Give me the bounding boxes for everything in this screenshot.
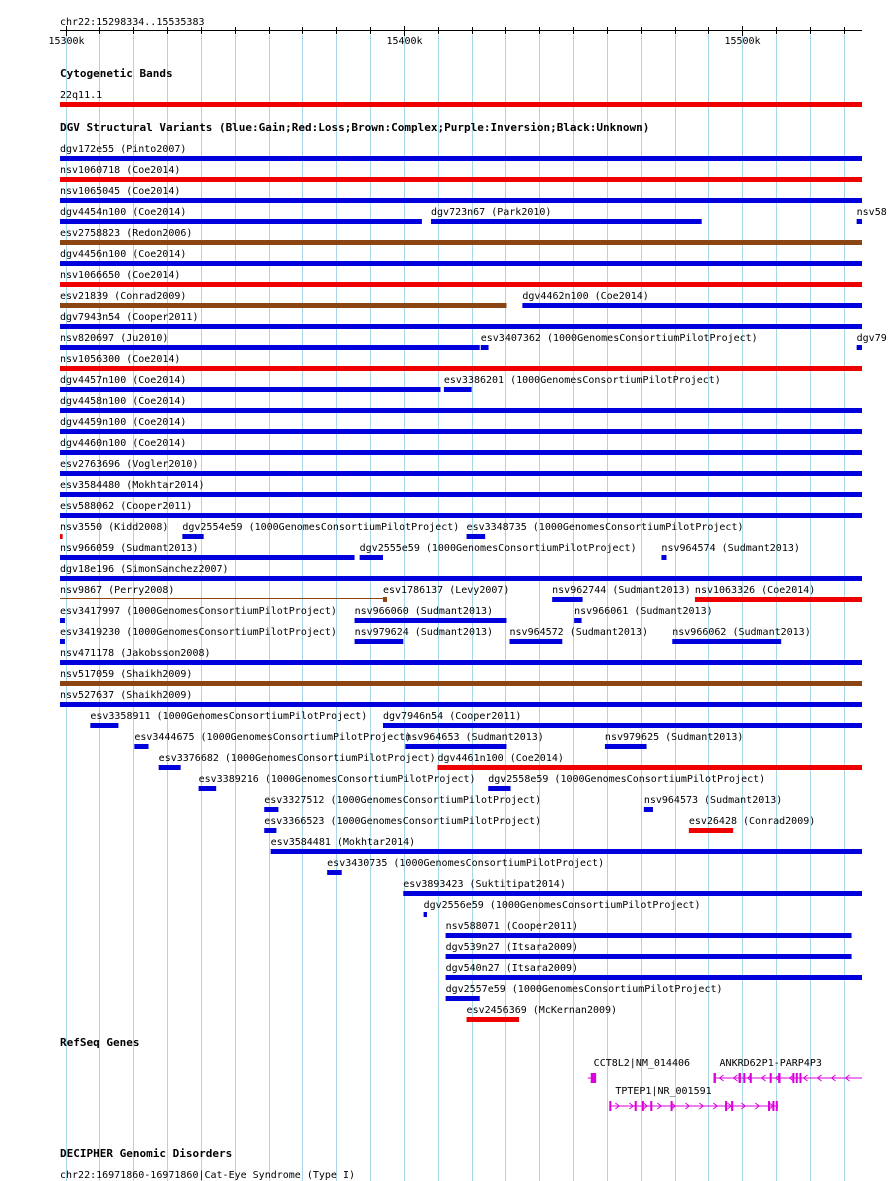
- feature-label: nsv58: [856, 207, 887, 218]
- gene-label: CCT8L2|NM_014406: [593, 1058, 691, 1069]
- gene-exon[interactable]: [671, 1101, 673, 1111]
- feature-label: dgv4454n100 (Coe2014): [60, 207, 187, 218]
- feature-label: nsv1066650 (Coe2014): [60, 270, 181, 281]
- feature-label: nsv964572 (Sudmant2013): [509, 627, 649, 638]
- feature-label: dgv4457n100 (Coe2014): [60, 375, 187, 386]
- feature-label: nsv527637 (Shaikh2009): [60, 690, 193, 701]
- feature-bar[interactable]: [574, 618, 581, 623]
- ruler: [48, 17, 862, 47]
- feature-label: dgv2557e59 (1000GenomesConsortiumPilotProject): [445, 984, 723, 995]
- feature-label: esv2758823 (Redon2006): [60, 228, 193, 239]
- feature-label: nsv471178 (Jakobsson2008): [60, 648, 211, 659]
- feature-bar[interactable]: [437, 765, 862, 770]
- feature-bar[interactable]: [60, 261, 862, 266]
- feature-label: esv3430735 (1000GenomesConsortiumPilotProject): [327, 858, 605, 869]
- feature-bar[interactable]: [60, 282, 862, 287]
- gene-exon[interactable]: [796, 1073, 798, 1083]
- feature-bar[interactable]: [605, 744, 647, 749]
- feature-label: nsv3550 (Kidd2008): [60, 522, 169, 533]
- feature-bar[interactable]: [60, 156, 862, 161]
- feature-label: dgv7943n54 (Cooper2011): [60, 312, 199, 323]
- feature-label: esv588062 (Cooper2011): [60, 501, 193, 512]
- region-label: chr22:15298334..15535383: [60, 17, 205, 28]
- feature-bar[interactable]: [60, 240, 862, 245]
- feature-bar[interactable]: [446, 975, 862, 980]
- feature-label: dgv172e55 (Pinto2007): [60, 144, 187, 155]
- feature-bar[interactable]: [60, 492, 862, 497]
- feature-label: esv3366523 (1000GenomesConsortiumPilotProject): [264, 816, 542, 827]
- feature-bar[interactable]: [271, 849, 862, 854]
- feature-label: nsv1063326 (Coe2014): [694, 585, 816, 596]
- gene-exon[interactable]: [635, 1101, 637, 1111]
- feature-bar[interactable]: [60, 366, 862, 371]
- feature-bar[interactable]: [644, 807, 653, 812]
- feature-label: nsv1060718 (Coe2014): [60, 165, 181, 176]
- feature-label: nsv966060 (Sudmant2013): [354, 606, 494, 617]
- feature-label: esv3327512 (1000GenomesConsortiumPilotProject): [264, 795, 542, 806]
- gene-exon[interactable]: [743, 1073, 745, 1083]
- feature-bar[interactable]: [355, 639, 404, 644]
- feature-label: nsv1065045 (Coe2014): [60, 186, 181, 197]
- feature-bar[interactable]: [60, 345, 480, 350]
- feature-bar[interactable]: [60, 660, 862, 665]
- feature-label: esv3584480 (Mokhtar2014): [60, 480, 205, 491]
- feature-bar[interactable]: [60, 702, 862, 707]
- ruler-tick-label: 15300k: [48, 36, 85, 47]
- feature-label: nsv964574 (Sudmant2013): [661, 543, 800, 554]
- feature-label: dgv18e196 (SimonSanchez2007): [60, 564, 229, 575]
- feature-label: esv3376682 (1000GenomesConsortiumPilotProject): [158, 753, 436, 764]
- feature-label: esv26428 (Conrad2009): [688, 816, 816, 827]
- feature-bar[interactable]: [510, 639, 563, 644]
- feature-bar[interactable]: [360, 555, 383, 560]
- track-title: RefSeq Genes: [60, 1036, 140, 1049]
- gene-exon[interactable]: [799, 1073, 801, 1083]
- feature-label: dgv4458n100 (Coe2014): [60, 396, 187, 407]
- feature-bar[interactable]: [60, 598, 385, 599]
- feature-label: dgv4461n100 (Coe2014): [437, 753, 564, 764]
- feature-label: esv3584481 (Mokhtar2014): [270, 837, 416, 848]
- ruler-tick-label: 15400k: [386, 36, 423, 47]
- gene-exon[interactable]: [750, 1073, 752, 1083]
- feature-label: esv1786137 (Levy2007): [382, 585, 510, 596]
- feature-bar[interactable]: [264, 828, 276, 833]
- feature-bar[interactable]: [182, 534, 203, 539]
- feature-bar[interactable]: [383, 723, 862, 728]
- gene-exon[interactable]: [778, 1073, 780, 1083]
- feature-bar[interactable]: [431, 219, 702, 224]
- feature-label: nsv979624 (Sudmant2013): [354, 627, 494, 638]
- feature-bar[interactable]: [60, 681, 862, 686]
- feature-bar[interactable]: [134, 744, 148, 749]
- feature-bar[interactable]: [383, 597, 387, 602]
- feature-label: dgv539n27 (Itsara2009): [445, 942, 579, 953]
- feature-label: dgv540n27 (Itsara2009): [445, 963, 579, 974]
- feature-bar[interactable]: [405, 744, 506, 749]
- feature-label: nsv962744 (Sudmant2013): [552, 585, 691, 596]
- gene-exon[interactable]: [739, 1073, 741, 1083]
- gene-exon[interactable]: [770, 1073, 772, 1083]
- feature-label: nsv964573 (Sudmant2013): [643, 795, 783, 806]
- gene-label: TPTEP1|NR_001591: [615, 1086, 712, 1097]
- feature-label: dgv4462n100 (Coe2014): [522, 291, 649, 302]
- feature-bar[interactable]: [327, 870, 342, 875]
- feature-label: dgv4456n100 (Coe2014): [60, 249, 187, 260]
- feature-label: esv3419230 (1000GenomesConsortiumPilotProject): [60, 627, 337, 638]
- feature-label: nsv964653 (Sudmant2013): [405, 732, 544, 743]
- feature-label: esv21839 (Conrad2009): [60, 291, 187, 302]
- feature-bar[interactable]: [60, 429, 862, 434]
- gene-exon[interactable]: [650, 1101, 652, 1111]
- feature-label: nsv517059 (Shaikh2009): [60, 669, 193, 680]
- feature-label: nsv979625 (Sudmant2013): [604, 732, 744, 743]
- feature-bar[interactable]: [355, 618, 507, 623]
- feature-bar[interactable]: [60, 639, 65, 644]
- track: [60, 1036, 862, 1111]
- feature-label: dgv4459n100 (Coe2014): [60, 417, 187, 428]
- feature-label: nsv966061 (Sudmant2013): [574, 606, 713, 617]
- feature-bar[interactable]: [199, 786, 217, 791]
- track-title: DECIPHER Genomic Disorders: [60, 1147, 233, 1160]
- feature-bar[interactable]: [403, 891, 862, 896]
- feature-bar[interactable]: [60, 513, 862, 518]
- feature-bar[interactable]: [90, 723, 118, 728]
- feature-label: esv3389216 (1000GenomesConsortiumPilotProject): [198, 774, 476, 785]
- feature-label: esv3386201 (1000GenomesConsortiumPilotProject): [443, 375, 721, 386]
- feature-bar[interactable]: [159, 765, 181, 770]
- feature-label: nsv966062 (Sudmant2013): [672, 627, 811, 638]
- feature-bar[interactable]: [424, 912, 427, 917]
- feature-label: esv2763696 (Vogler2010): [60, 459, 199, 470]
- track-title: Cytogenetic Bands: [60, 67, 173, 80]
- feature-label: nsv966059 (Sudmant2013): [60, 543, 199, 554]
- ruler-tick-label: 15500k: [724, 36, 761, 47]
- track: [60, 67, 862, 107]
- feature-label: nsv588071 (Cooper2011): [445, 921, 579, 932]
- feature-bar[interactable]: [60, 324, 862, 329]
- feature-bar[interactable]: [446, 933, 852, 938]
- feature-bar[interactable]: [60, 387, 441, 392]
- feature-bar[interactable]: [522, 303, 862, 308]
- feature-label: esv3444675 (1000GenomesConsortiumPilotProject): [134, 732, 412, 743]
- track: [60, 121, 887, 1022]
- gene-exon[interactable]: [714, 1073, 716, 1083]
- feature-label: nsv9867 (Perry2008): [60, 585, 175, 596]
- feature-bar[interactable]: [60, 471, 862, 476]
- gene-exon[interactable]: [731, 1101, 733, 1111]
- feature-bar[interactable]: [60, 177, 862, 182]
- gene-exon[interactable]: [776, 1101, 778, 1111]
- feature-bar[interactable]: [60, 576, 862, 581]
- feature-label: esv3407362 (1000GenomesConsortiumPilotProject): [480, 333, 758, 344]
- gene-exon[interactable]: [772, 1101, 774, 1111]
- feature-bar[interactable]: [60, 534, 63, 539]
- feature-label: esv3893423 (Suktitipat2014): [403, 879, 566, 890]
- feature-label: nsv820697 (Ju2010): [60, 333, 169, 344]
- feature-label: esv3358911 (1000GenomesConsortiumPilotProject): [90, 711, 368, 722]
- feature-label: esv3417997 (1000GenomesConsortiumPilotProject): [60, 606, 337, 617]
- feature-bar[interactable]: [488, 786, 510, 791]
- feature-bar[interactable]: [672, 639, 781, 644]
- gene-label: ANKRD62P1-PARP4P3: [719, 1058, 822, 1069]
- feature-label: dgv2556e59 (1000GenomesConsortiumPilotProject): [423, 900, 701, 911]
- feature-bar[interactable]: [481, 345, 489, 350]
- feature-bar[interactable]: [60, 219, 422, 224]
- feature-bar[interactable]: [60, 303, 506, 308]
- gene-exon[interactable]: [609, 1101, 611, 1111]
- feature-bar[interactable]: [446, 954, 852, 959]
- feature-bar[interactable]: [467, 534, 486, 539]
- feature-label: dgv2558e59 (1000GenomesConsortiumPilotProject): [488, 774, 766, 785]
- feature-label: dgv2554e59 (1000GenomesConsortiumPilotProject): [182, 522, 460, 533]
- feature-label: nsv1056300 (Coe2014): [60, 354, 181, 365]
- gene-exon[interactable]: [591, 1073, 596, 1083]
- feature-label: dgv7946n54 (Cooper2011): [382, 711, 522, 722]
- feature-bar[interactable]: [695, 597, 862, 602]
- feature-bar[interactable]: [60, 618, 65, 623]
- feature-bar[interactable]: [661, 555, 666, 560]
- gene-exon[interactable]: [642, 1101, 644, 1111]
- track: [60, 1147, 862, 1181]
- feature-label: dgv79: [856, 333, 887, 344]
- feature-bar[interactable]: [467, 1017, 519, 1022]
- tracks-layer: [60, 67, 887, 1181]
- track-title: DGV Structural Variants (Blue:Gain;Red:Loss;Brown:Complex;Purple:Inversion;Black:Unknown): [60, 121, 650, 134]
- gene-exon[interactable]: [792, 1073, 794, 1083]
- feature-label: esv3348735 (1000GenomesConsortiumPilotProject): [466, 522, 744, 533]
- feature-bar[interactable]: [857, 345, 862, 350]
- feature-bar[interactable]: [446, 996, 480, 1001]
- feature-bar[interactable]: [60, 102, 862, 107]
- feature-bar[interactable]: [60, 555, 355, 560]
- gene-exon[interactable]: [768, 1101, 770, 1111]
- feature-bar[interactable]: [60, 198, 862, 203]
- feature-bar[interactable]: [857, 219, 862, 224]
- feature-bar[interactable]: [60, 450, 862, 455]
- feature-bar[interactable]: [689, 828, 733, 833]
- feature-label: chr22:16971860-16971860|Cat-Eye Syndrome (Type I): [60, 1170, 356, 1181]
- feature-bar[interactable]: [552, 597, 582, 602]
- feature-label: 22q11.1: [60, 90, 103, 101]
- feature-label: esv2456369 (McKernan2009): [466, 1005, 618, 1016]
- feature-label: dgv2555e59 (1000GenomesConsortiumPilotProject): [359, 543, 637, 554]
- gene-exon[interactable]: [725, 1101, 727, 1111]
- feature-bar[interactable]: [264, 807, 278, 812]
- feature-label: dgv4460n100 (Coe2014): [60, 438, 187, 449]
- feature-bar[interactable]: [444, 387, 472, 392]
- feature-label: dgv723n67 (Park2010): [431, 207, 552, 218]
- feature-bar[interactable]: [60, 408, 862, 413]
